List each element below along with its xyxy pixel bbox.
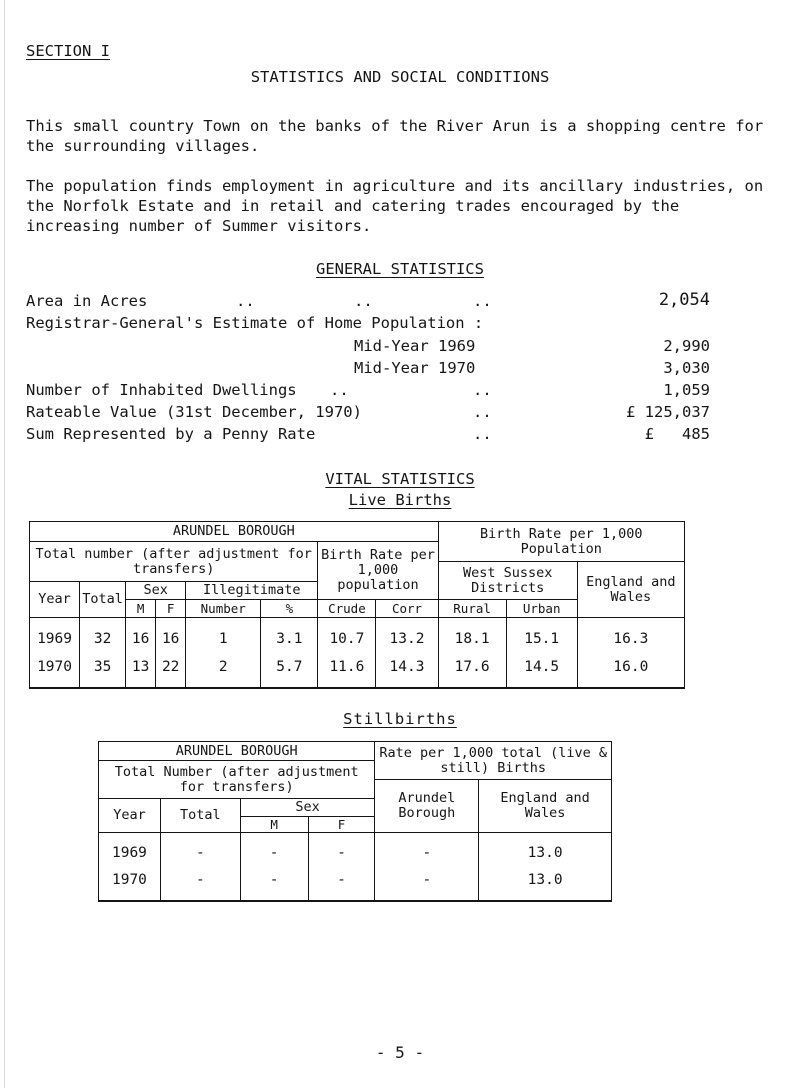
header-west-sussex: West Sussex Districts — [438, 562, 577, 600]
registrar-estimate-label: Registrar-General's Estimate of Home Population : — [26, 314, 484, 332]
cell-total: - — [160, 867, 240, 901]
vital-statistics-title: VITAL STATISTICS — [325, 470, 475, 488]
mid-year-1970-value: 3,030 — [663, 359, 710, 377]
cell-m: - — [240, 833, 308, 867]
rateable-value: £ 125,037 — [626, 403, 710, 421]
cell-f: 16 — [156, 618, 186, 654]
header-rural: Rural — [438, 600, 506, 618]
header-total: Total — [160, 799, 240, 833]
cell-year: 1969 — [99, 833, 161, 867]
dwellings-value: 1,059 — [663, 381, 710, 399]
header-f: F — [308, 817, 375, 833]
header-m: M — [240, 817, 308, 833]
mid-year-1969-value: 2,990 — [663, 337, 710, 355]
header-f: F — [156, 600, 186, 618]
dwellings-label: Number of Inhabited Dwellings — [26, 381, 297, 399]
header-m: M — [126, 600, 156, 618]
cell-urban: 14.5 — [506, 654, 577, 688]
table-row — [99, 867, 612, 901]
section-label: SECTION I — [26, 42, 110, 60]
header-number: Number — [186, 600, 261, 618]
cell-m: - — [240, 867, 308, 901]
cell-england-wales: 16.0 — [577, 654, 684, 688]
leader-dots: .. — [473, 403, 492, 421]
leader-dots: .. — [473, 381, 492, 399]
cell-corr: 14.3 — [376, 654, 438, 688]
penny-rate-value: £ 485 — [644, 425, 710, 443]
intro-paragraph-2: The population finds employment in agriculture and its ancillary industries, on the Norfolk Estate and in retail and catering trades encouraged by the increasing number of Summer visitors. — [26, 177, 764, 235]
header-total: Total — [80, 582, 126, 618]
header-birth-rate: Birth Rate per 1,000 population — [318, 542, 438, 600]
header-year: Year — [30, 582, 80, 618]
cell-f: - — [308, 833, 375, 867]
cell-total: - — [160, 833, 240, 867]
cell-year: 1970 — [30, 654, 80, 688]
cell-percent: 3.1 — [261, 618, 318, 654]
rateable-value-label: Rateable Value (31st December, 1970) — [26, 403, 362, 421]
cell-england-wales: 13.0 — [479, 833, 612, 867]
table-row — [30, 654, 685, 688]
header-arundel-borough: ARUNDEL BOROUGH — [99, 742, 375, 761]
header-crude: Crude — [318, 600, 376, 618]
area-value: 2,054 — [658, 290, 710, 310]
cell-year: 1970 — [99, 867, 161, 901]
cell-number: 1 — [186, 618, 261, 654]
penny-rate-label: Sum Represented by a Penny Rate — [26, 425, 316, 443]
cell-urban: 15.1 — [506, 618, 577, 654]
table-row — [99, 833, 612, 867]
header-corr: Corr — [376, 600, 438, 618]
mid-year-1969-label: Mid-Year 1969 — [354, 337, 476, 355]
cell-arundel: - — [375, 833, 479, 867]
leader-dots: .. — [330, 381, 349, 399]
stillbirths-title: Stillbirths — [343, 710, 457, 728]
leader-dots: .. — [236, 292, 255, 310]
cell-rural: 17.6 — [438, 654, 506, 688]
header-percent: % — [261, 600, 318, 618]
stillbirths-table — [98, 741, 612, 902]
cell-total: 35 — [80, 654, 126, 688]
mid-year-1970-label: Mid-Year 1970 — [354, 359, 476, 377]
page-number: - 5 - — [375, 1043, 425, 1062]
leader-dots: .. — [473, 425, 492, 443]
cell-m: 16 — [126, 618, 156, 654]
header-illegitimate: Illegitimate — [186, 582, 318, 600]
scan-edge — [4, 0, 5, 1088]
page-heading: STATISTICS AND SOCIAL CONDITIONS — [250, 68, 550, 86]
cell-crude: 10.7 — [318, 618, 376, 654]
area-label: Area in Acres — [26, 292, 148, 310]
leader-dots: .. — [354, 292, 373, 310]
header-rate-per-1000: Rate per 1,000 total (live & still) Births — [375, 742, 612, 780]
cell-year: 1969 — [30, 618, 80, 654]
header-sex: Sex — [126, 582, 186, 600]
leader-dots: .. — [473, 292, 492, 310]
cell-crude: 11.6 — [318, 654, 376, 688]
table-row — [30, 618, 685, 654]
general-statistics-title: GENERAL STATISTICS — [316, 260, 484, 278]
cell-england-wales: 13.0 — [479, 867, 612, 901]
cell-england-wales: 16.3 — [577, 618, 684, 654]
live-births-table — [29, 521, 685, 689]
cell-f: 22 — [156, 654, 186, 688]
cell-total: 32 — [80, 618, 126, 654]
cell-f: - — [308, 867, 375, 901]
header-total-number: Total number (after adjustment for transfers) — [30, 542, 318, 582]
header-arundel: Arundel Borough — [375, 780, 479, 833]
cell-arundel: - — [375, 867, 479, 901]
intro-paragraph-1: This small country Town on the banks of the River Arun is a shopping centre for the surrounding villages. — [26, 117, 764, 155]
header-birth-rate-population: Birth Rate per 1,000 Population — [438, 522, 684, 562]
cell-corr: 13.2 — [376, 618, 438, 654]
live-births-title: Live Births — [348, 491, 452, 509]
cell-percent: 5.7 — [261, 654, 318, 688]
header-year: Year — [99, 799, 161, 833]
header-england-wales: England and Wales — [577, 562, 684, 618]
cell-rural: 18.1 — [438, 618, 506, 654]
header-arundel-borough: ARUNDEL BOROUGH — [30, 522, 439, 542]
header-total-number: Total Number (after adjustment for transfers) — [99, 761, 375, 799]
header-england-wales: England and Wales — [479, 780, 612, 833]
cell-number: 2 — [186, 654, 261, 688]
header-urban: Urban — [506, 600, 577, 618]
cell-m: 13 — [126, 654, 156, 688]
header-sex: Sex — [240, 799, 375, 817]
